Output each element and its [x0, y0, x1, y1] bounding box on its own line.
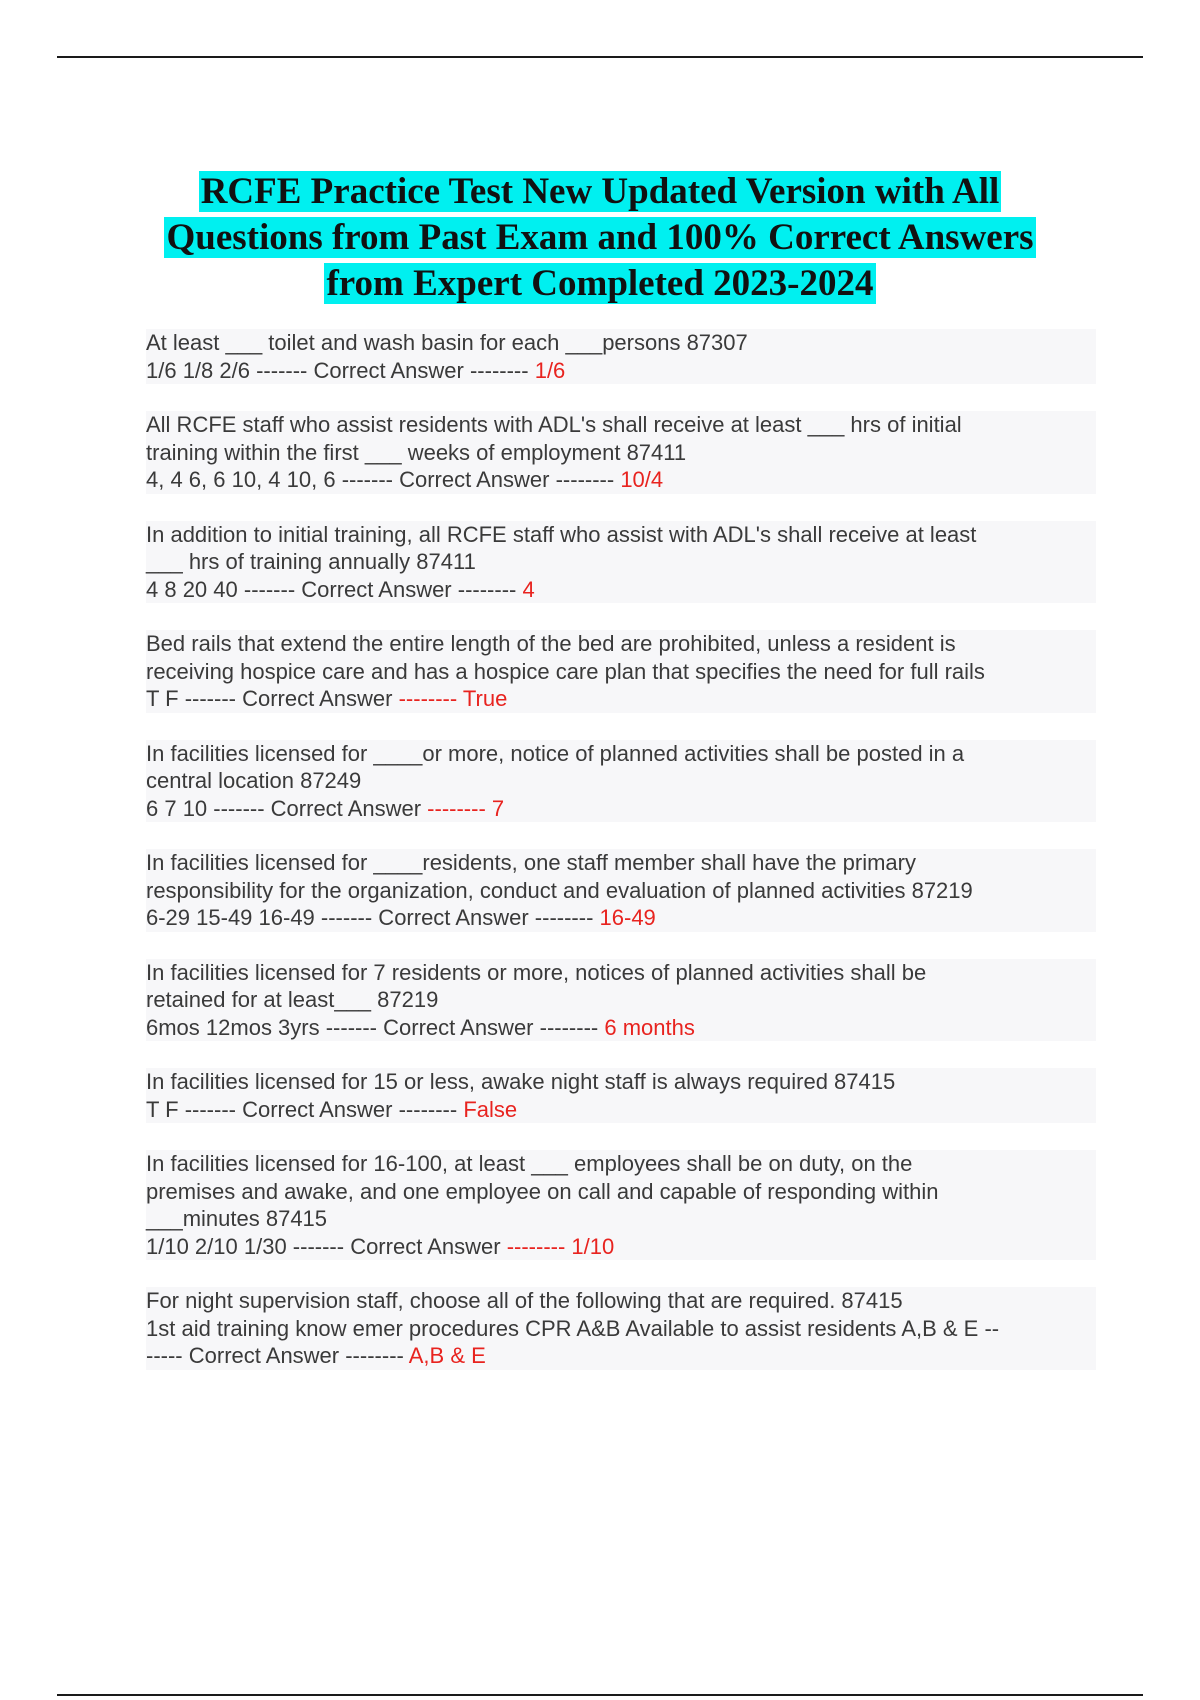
correct-answer: -------- 1/10 [506, 1233, 615, 1259]
question-text-line: central location 87249 [146, 767, 1096, 795]
correct-answer: -------- True [398, 686, 508, 711]
question-text-line: retained for at least___ 87219 [146, 986, 1096, 1014]
question-item [146, 1068, 1096, 1123]
question-item [146, 740, 1096, 823]
answer-line [146, 795, 1096, 823]
question-item [146, 849, 1096, 932]
question-item [146, 1150, 1096, 1260]
correct-answer: 10/4 [620, 467, 664, 492]
question-text-line: In facilities licensed for 7 residents or more, notices of planned activities shall be [146, 959, 1096, 987]
answer-options-text: 4 8 20 40 ------- Correct Answer -------- [146, 576, 523, 602]
question-text-line: training within the first ___ weeks of employment 87411 [146, 439, 1096, 467]
answer-line [146, 1233, 1096, 1261]
question-text-line: In facilities licensed for ____or more, notice of planned activities shall be posted in a [146, 740, 1096, 768]
answer-options-text: T F ------- Correct Answer -------- [146, 1096, 464, 1122]
question-item [146, 329, 1096, 384]
answer-line [146, 357, 1096, 385]
correct-answer: False [463, 1096, 518, 1122]
question-text-line: All RCFE staff who assist residents with ADL's shall receive at least ___ hrs of initial [146, 411, 1096, 439]
title-highlight: RCFE Practice Test New Updated Version with All Questions from Past Exam and 100% Correct Answers from Expert Completed 2023-2024 [166, 170, 1034, 304]
answer-options-text: 1/10 2/10 1/30 ------- Correct Answer [146, 1233, 507, 1259]
question-list [146, 329, 1096, 1397]
answer-options-text: T F ------- Correct Answer [146, 686, 399, 711]
question-item [146, 411, 1096, 494]
bottom-rule [57, 1694, 1143, 1696]
document-title [150, 169, 1050, 307]
answer-line [146, 1096, 1096, 1124]
question-item [146, 630, 1096, 713]
correct-answer: 1/6 [534, 357, 566, 383]
answer-options-text: ----- Correct Answer -------- [146, 1343, 409, 1368]
answer-options-text: 4, 4 6, 6 10, 4 10, 6 ------- Correct Answer -------- [146, 467, 621, 492]
answer-options-text: 6 7 10 ------- Correct Answer [146, 795, 428, 821]
question-item [146, 521, 1096, 604]
question-text-line: In facilities licensed for 16-100, at least ___ employees shall be on duty, on the [146, 1150, 1096, 1178]
correct-answer: 6 months [604, 1014, 695, 1040]
question-text-line: ___ hrs of training annually 87411 [146, 548, 1096, 576]
top-rule [57, 56, 1143, 58]
correct-answer: -------- 7 [427, 795, 505, 821]
correct-answer: A,B & E [408, 1343, 486, 1368]
answer-line [146, 1342, 1096, 1370]
answer-options-text: 1/6 1/8 2/6 ------- Correct Answer -------- [146, 357, 535, 383]
correct-answer: 4 [522, 576, 535, 602]
question-text-line: ___minutes 87415 [146, 1205, 1096, 1233]
question-text-line: In facilities licensed for 15 or less, awake night staff is always required 87415 [146, 1068, 1096, 1096]
answer-line [146, 576, 1096, 604]
question-item [146, 959, 1096, 1042]
correct-answer: 16-49 [599, 905, 656, 930]
question-text-line: At least ___ toilet and wash basin for each ___persons 87307 [146, 329, 1096, 357]
question-text-line: In addition to initial training, all RCFE staff who assist with ADL's shall receive at least [146, 521, 1096, 549]
answer-options-text: 6-29 15-49 16-49 ------- Correct Answer -------- [146, 905, 600, 930]
answer-options-text: 6mos 12mos 3yrs ------- Correct Answer -------- [146, 1014, 605, 1040]
answer-line [146, 1014, 1096, 1042]
question-text-line: responsibility for the organization, conduct and evaluation of planned activities 87219 [146, 877, 1096, 905]
question-item [146, 1287, 1096, 1370]
answer-line [146, 685, 1096, 713]
question-text-line: receiving hospice care and has a hospice care plan that specifies the need for full rails [146, 658, 1096, 686]
question-text-line: For night supervision staff, choose all of the following that are required. 87415 [146, 1287, 1096, 1315]
answer-line [146, 904, 1096, 932]
question-text-line: premises and awake, and one employee on call and capable of responding within [146, 1178, 1096, 1206]
question-text-line: Bed rails that extend the entire length of the bed are prohibited, unless a resident is [146, 630, 1096, 658]
answer-line [146, 466, 1096, 494]
question-text-line: In facilities licensed for ____residents, one staff member shall have the primary [146, 849, 1096, 877]
question-text-line: 1st aid training know emer procedures CPR A&B Available to assist residents A,B & E -- [146, 1315, 1096, 1343]
